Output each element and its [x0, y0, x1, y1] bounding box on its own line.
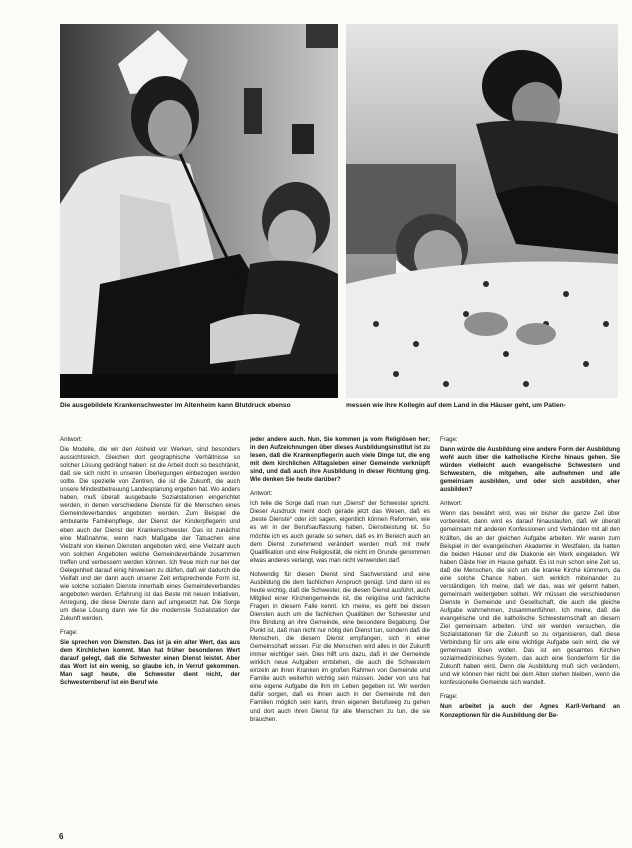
question-paragraph-continued: jeder andere auch. Nun, Sie kommen ja vom Religiösen her; in den Aufzeichnungen über dieses Ausbildungsinstitut ist zu lesen, daß die Krankenpflegerin auch viele Dinge tut, die eng mit dem kirchlichen Alltagsleben einer Gemeinde verknüpft sind, und daß auch ihre Ausbildung in dieser Richtung ging. Wie denken Sie heute darüber?: [250, 436, 430, 484]
answer-label: Antwort:: [60, 436, 83, 443]
caption-left: Die ausgebildete Krankenschwester im Altenheim kann Blutdruck ebenso: [60, 402, 291, 409]
answer-paragraph: Ich teile die Sorge daß man nun „Dienst“ der Schwester spricht. Dieser Ausdruck meint doch gerade jetzt das Wesen, daß es „beste Dienste“ oder ich sagen, eigentlich können Reformen, wie es wir in der Berufsauffassung haben, Dienstleistung ist. So möchte ich es auch gerade so sehen, daß es im Bereich auch an dem Dienst zunehmend verändert werden muß mit mehr Qualifikation und eine Religiosität, die nicht im Grunde genommen etwas anderes verlangt, was man nicht verwenden darf.: [250, 500, 430, 564]
question-paragraph: Nun arbeitet ja auch der Agnes Karll-Verband an Konzeptionen für die Ausbildung der Be-: [440, 703, 620, 719]
caption-right: messen wie ihre Kollegin auf dem Land in die Häuser geht, um Patien-: [346, 402, 566, 409]
question-paragraph: Dann würde die Ausbildung eine andere Form der Ausbildung wohl auch über die katholische Kirche hinaus gehen. Sie würden vielleicht auch evangelische Schwestern und Schwestern, die mitgehen, alle aufnehmen und alle gemeinsam ausbilden, und oder sich ausbilden, eher ausbilden?: [440, 446, 620, 494]
photo-nurse-blood-pressure: [60, 24, 338, 398]
nurse-photo-illustration: [60, 24, 338, 398]
page-number: 6: [59, 832, 64, 841]
photo-patient-in-bed: [346, 24, 618, 398]
answer-label: Antwort:: [250, 490, 273, 498]
text-column-1: [60, 436, 240, 693]
answer-label: Antwort:: [440, 500, 463, 508]
text-column-2: [250, 436, 430, 730]
question-label: Frage:: [440, 693, 458, 701]
answer-paragraph: Die Modelle, die wir den Alsheid vor Werken, sind besonders aussichtsreich. Gleichen dort geographische Verhältnisse so solcher Lösung gedrängt haben: ist die Arbeit doch so beschränkt, daß sie sich nicht in unseren Überlegungen einbezogen werden sollte. Die spezielle von Zentren, die ist die Zukunft, die auch unsere Mindestbetreuung Landesplanung ergeben hat. Wo anders haben, muß überall ausgebaute Sozialstationen eingerichtet werden, in denen verschiedene Dienste für die Menschen eines Gemeindeverbandes angeboten werden. Zum Beispiel die ambulante Familienpflege, der Dienst der Kinderpflegerin und eben auch der Dienst der Krankenschwester. Das ist zunächst eine Maßnahme, wenn nach Maßgabe der Tatsachen eine Vielzahl von kleinen Diensten angeboten wird, eine Vielzahl auch von solchen Angeboten welche Gemeindeverbände zusammen treffen und verbessern werden können. Ich freue mich nur bei der Gelegenheit darauf einig hinweisen zu dürfen, daß wir dadurch die Vielfalt und der dann auch unserer Zeit entsprechende Form ist, wie solche sozialen Dienste innerhalb eines Gemeindeverbandes angeboten werden. Erfahrung ist das Beste mit neuen Initiativen, Anregung, die diese Dienste dann auf umgesetzt hat. Die Sorge um diese Lösung dann wie für die modernste Sozialstation der Zukunft werden.: [60, 446, 240, 623]
question-label: Frage:: [440, 436, 458, 443]
answer-paragraph: Wenn das bewährt wird, was wir bisher die ganze Zeit über vorbereitet, dann wird es darauf hinauslaufen, daß wir überall gemeinsam mit anderen Konfessionen und Verbänden mit all den Kräften, die an der gleichen Aufgabe arbeiten. Wir waren zum Beispiel in der evangelischen Akademie in Westfalen, da hatten die beiden Häuser und die Diakonie ein Werk eingeladen. Wir haben Gäste hier im Hause gehabt. Es ist nun schon eine Zeit so, daß die Menschen, die sich um die kranke Kirche kümmern, da eine solche Chance haben, sich wirklich miteinander zu verständigen. Ich meine, daß wir das, was wir gelernt haben, gemeinsam weitergeben sollten. Wir müssen die verschiedenen Dienste in Gemeinde und Gesellschaft, die auch die gleiche Aufgabe wahrnehmen, zusammenführen. Ich meine, daß die evangelische und die katholische Schwesternschaft an diesem Ziel gemeinsam arbeiten. Und wir werden versuchen, die Sozialstationen für die Zukunft so zu organisieren, daß diese Verbindung für uns alle eine wichtige Aufgabe sein wird, die wir gemeinsam lösen wollen. Das ist ein gesamtes Kirchen sozialmedizinisches System, das auch eine Sonderform für die Zukunft haben wird. Denn die Ausbildung muß sich verändern, und wir können hier nicht bei dem Alten stehen bleiben, wenn die konfessionelle Gemeinde sich wandelt.: [440, 510, 620, 687]
text-column-3: [440, 436, 620, 726]
question-paragraph: Sie sprechen von Diensten. Das ist ja ein alter Wert, das aus dem Kirchlichen kommt. Man hat früher besonderen Wert darauf gelegt, daß die Schwester einen Dienst leistet. Aber das Wort ist ein wenig, so glaube ich, in Verruf gekommen. Man sagt heute, die Schwester dient nicht, der Schwesternberuf ist ein Beruf wie: [60, 639, 240, 687]
answer-paragraph: Notwendig für diesen Dienst sind Sachverstand und eine Ausbildung die dem fachlichen Anspruch genügt. Und dann ist es heute wichtig, daß die Schwester, die diesen Dienst ausführt, auch Mitglied einer Kirchengemeinde ist, die religiöse und fachliche Fragen in diesem Falle kennt. Ich meine, es geht bei diesen Diensten auch um die fachlichen Qualitäten der Schwester und ihre Bindung an ihre Gemeinde, eine besondere Begabung. Der Punkt ist, daß man nicht nur nötig den Dienst tun, sondern daß die Menschen, die diesem Dienst empfangen, sich in einer Gemeinschaft wissen. Für die Menschen wird alles in der Zukunft immer wichtiger sein. Dies hilft uns dazu, daß in der Gemeinde wirklich neue Aufgaben entstehen, die auch die Schwestern einzeln an ihren Kranken im großen Rahmen von Gemeinde und Familie auch weiterhin wichtig sein müssen. Jeder von uns hat eine eigene Aufgabe die ihm im Leben gegeben ist. Wir werden dafür sorgen, daß es ihnen auch in der Gemeinde mit den Familien möglich sein kann, ihren eigenen Berufsweg zu gehen und dort auch ihren Dienst für alle Menschen zu tun, die sie brauchen.: [250, 570, 430, 723]
photo-captions: [60, 402, 620, 416]
question-label: Frage:: [60, 629, 78, 637]
patient-photo-illustration: [346, 24, 618, 398]
